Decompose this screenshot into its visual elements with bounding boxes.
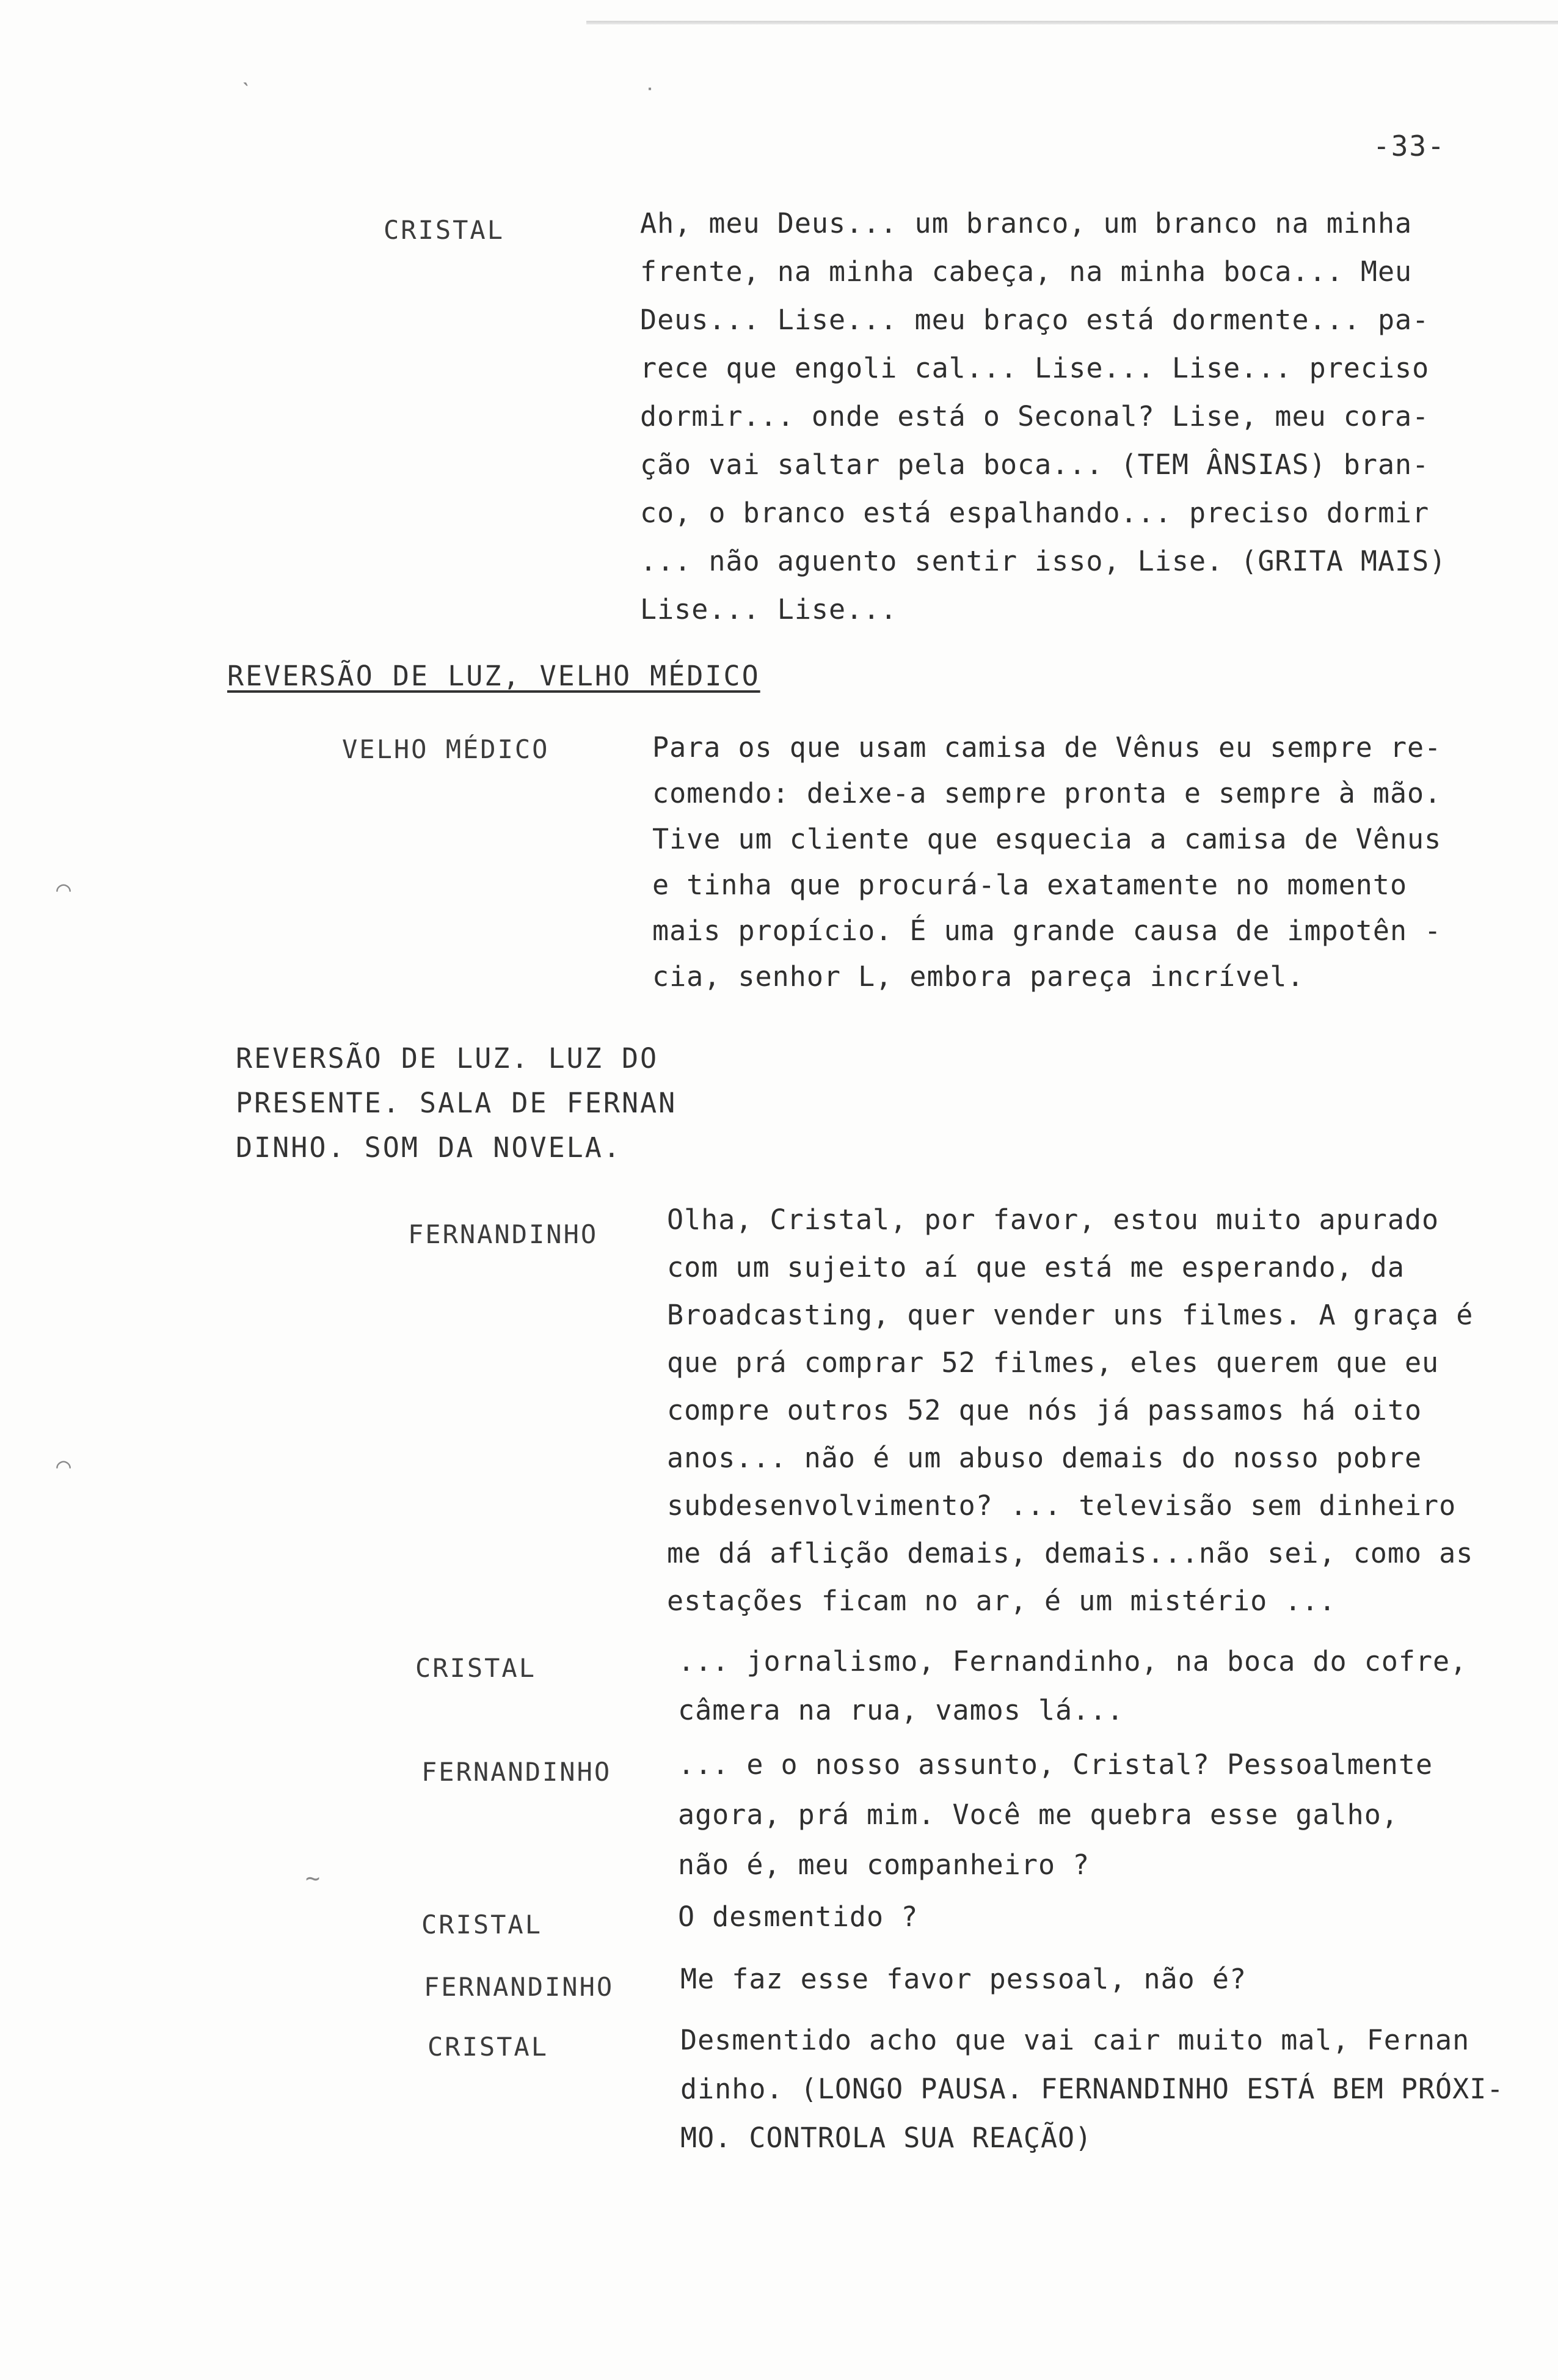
speaker-cristal: CRISTAL [421, 1910, 543, 1940]
dialogue-cristal: ... jornalismo, Fernandinho, na boca do cofre, câmera na rua, vamos lá... [678, 1645, 1468, 1726]
speaker-fernandinho: FERNANDINHO [408, 1219, 599, 1249]
scan-speck: ~ [305, 1864, 321, 1893]
speaker-velho-medico: VELHO MÉDICO [342, 734, 550, 764]
scan-speck: ⌒ [56, 875, 71, 903]
speaker-cristal: CRISTAL [428, 2032, 549, 2062]
dialogue-cristal: Desmentido acho que vai cair muito mal, Fernan dinho. (LONGO PAUSA. FERNANDINHO ESTÁ BEM PRÓXI- MO. CONTROLA SUA REAÇÃO) [680, 2024, 1504, 2154]
speaker-fernandinho: FERNANDINHO [421, 1757, 612, 1787]
scan-top-edge [586, 21, 1558, 24]
dialogue-fernandinho: Me faz esse favor pessoal, não é? [680, 1963, 1247, 1995]
speaker-cristal: CRISTAL [384, 215, 505, 245]
stage-direction-reversao-velho-medico: REVERSÃO DE LUZ, VELHO MÉDICO [227, 660, 760, 692]
page-number: -33- [1373, 130, 1446, 162]
speaker-fernandinho: FERNANDINHO [424, 1972, 614, 2002]
dialogue-cristal: Ah, meu Deus... um branco, um branco na minha frente, na minha cabeça, na minha boca... Meu Deus... Lise... meu braço está dormente... pa- rece que engoli cal... Lise... Lise... preciso dormir... onde está o Seconal? Lise, meu cora- ção vai saltar pela boca... (TEM ÂNSIAS) bran- co, o branco está espalhando... preciso dormir ... não aguento sentir isso, Lise. (GRITA MAIS) Lise... Lise... [640, 207, 1447, 626]
dialogue-fernandinho: Olha, Cristal, por favor, estou muito apurado com um sujeito aí que está me esperando, da Broadcasting, quer vender uns filmes. A graça é que prá comprar 52 filmes, eles querem que eu compre outros 52 que nós já passamos há oito anos... não é um abuso demais do nosso pobre subdesenvolvimento? ... televisão sem dinheiro me dá aflição demais, demais...não sei, como as estações ficam no ar, é um mistério ... [667, 1203, 1474, 1617]
dialogue-velho-medico: Para os que usam camisa de Vênus eu sempre re- comendo: deixe-a sempre pronta e sempre à mão. Tive um cliente que esquecia a camisa de Vênus e tinha que procurá-la exatamente no momento mais propício. É uma grande causa de impotên - cia, senhor L, embora pareça incrível. [652, 731, 1442, 993]
speaker-cristal: CRISTAL [415, 1653, 537, 1683]
scan-speck: ˋ [239, 78, 255, 106]
scan-speck: ⌒ [56, 1451, 71, 1480]
dialogue-fernandinho: ... e o nosso assunto, Cristal? Pessoalmente agora, prá mim. Você me quebra esse galho, não é, meu companheiro ? [678, 1748, 1433, 1881]
stage-direction-sala-fernandinho: REVERSÃO DE LUZ. LUZ DO PRESENTE. SALA DE FERNAN DINHO. SOM DA NOVELA. [236, 1042, 677, 1164]
dialogue-cristal: O desmentido ? [678, 1900, 919, 1933]
scan-speck: ˙ [642, 84, 658, 112]
